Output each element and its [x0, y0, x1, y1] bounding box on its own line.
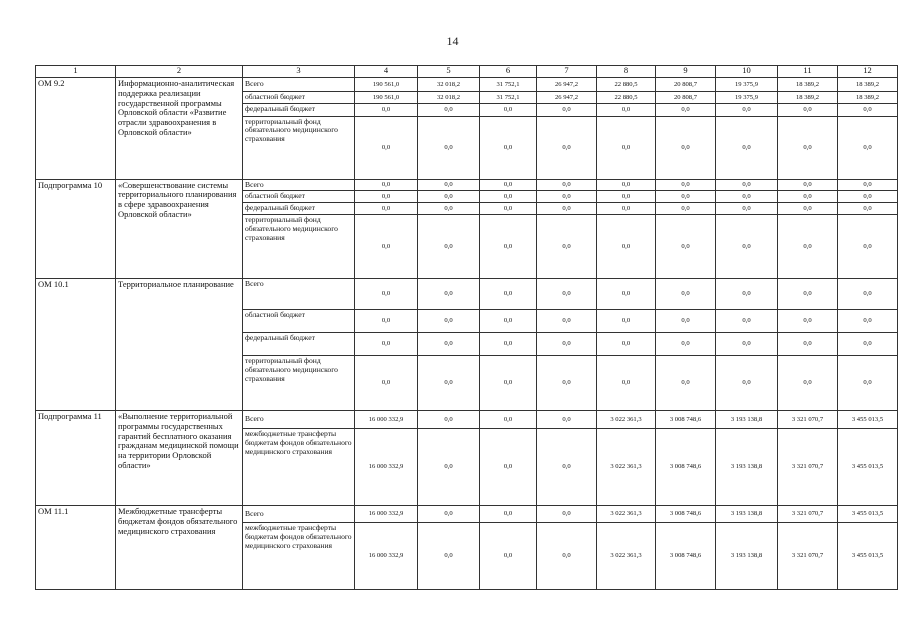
- value-cell: 0,0: [418, 215, 480, 279]
- value-cell: 0,0: [597, 279, 656, 310]
- value-cell: 0,0: [418, 333, 480, 356]
- table-row: [36, 78, 898, 92]
- value-cell: 0,0: [355, 103, 418, 116]
- header-cell: 12: [838, 66, 898, 78]
- value-cell: 3 008 748,6: [656, 411, 716, 429]
- value-cell: 0,0: [537, 215, 597, 279]
- value-cell: 0,0: [778, 116, 838, 179]
- value-cell: 0,0: [656, 333, 716, 356]
- value-cell: 0,0: [480, 429, 537, 506]
- header-cell: 2: [116, 66, 243, 78]
- value-cell: 0,0: [597, 215, 656, 279]
- value-cell: 0,0: [597, 356, 656, 411]
- value-cell: 0,0: [716, 356, 778, 411]
- value-cell: 0,0: [480, 215, 537, 279]
- value-cell: 0,0: [716, 333, 778, 356]
- table-row: [36, 506, 898, 523]
- value-cell: 0,0: [480, 116, 537, 179]
- value-cell: 0,0: [597, 116, 656, 179]
- value-cell: 0,0: [838, 310, 898, 333]
- funding-source-cell: Всего: [243, 78, 355, 92]
- value-cell: 3 008 748,6: [656, 429, 716, 506]
- value-cell: 0,0: [480, 523, 537, 590]
- table-row: [36, 279, 898, 310]
- row-name-cell: Территориальное планирование: [116, 279, 243, 411]
- funding-source-cell: межбюджетные трансферты бюджетам фондов обязательного медицинского страхования: [243, 429, 355, 506]
- value-cell: 0,0: [838, 279, 898, 310]
- value-cell: 0,0: [716, 103, 778, 116]
- funding-source-cell: федеральный бюджет: [243, 203, 355, 215]
- value-cell: 0,0: [716, 310, 778, 333]
- value-cell: 0,0: [778, 203, 838, 215]
- value-cell: 0,0: [480, 203, 537, 215]
- value-cell: 3 321 070,7: [778, 429, 838, 506]
- value-cell: 16 000 332,9: [355, 411, 418, 429]
- value-cell: 0,0: [418, 429, 480, 506]
- value-cell: 0,0: [418, 179, 480, 191]
- value-cell: 0,0: [418, 411, 480, 429]
- value-cell: 20 808,7: [656, 78, 716, 92]
- value-cell: 22 880,5: [597, 92, 656, 104]
- value-cell: 0,0: [656, 116, 716, 179]
- value-cell: 3 193 138,8: [716, 411, 778, 429]
- table-row: [36, 179, 898, 191]
- value-cell: 3 193 138,8: [716, 523, 778, 590]
- value-cell: 190 561,0: [355, 92, 418, 104]
- value-cell: 0,0: [778, 333, 838, 356]
- value-cell: 0,0: [597, 333, 656, 356]
- funding-source-cell: Всего: [243, 279, 355, 310]
- value-cell: 0,0: [355, 203, 418, 215]
- value-cell: 0,0: [838, 191, 898, 203]
- value-cell: 0,0: [656, 310, 716, 333]
- funding-source-cell: областной бюджет: [243, 191, 355, 203]
- funding-table: [35, 65, 898, 590]
- value-cell: 0,0: [537, 179, 597, 191]
- value-cell: 0,0: [597, 203, 656, 215]
- value-cell: 26 947,2: [537, 78, 597, 92]
- value-cell: 0,0: [778, 179, 838, 191]
- value-cell: 0,0: [597, 179, 656, 191]
- value-cell: 0,0: [480, 279, 537, 310]
- funding-source-cell: федеральный бюджет: [243, 103, 355, 116]
- value-cell: 16 000 332,9: [355, 523, 418, 590]
- value-cell: 0,0: [418, 310, 480, 333]
- value-cell: 32 018,2: [418, 78, 480, 92]
- table-row: [36, 411, 898, 429]
- value-cell: 0,0: [480, 506, 537, 523]
- value-cell: 0,0: [355, 191, 418, 203]
- header-cell: 3: [243, 66, 355, 78]
- value-cell: 0,0: [537, 429, 597, 506]
- value-cell: 0,0: [418, 523, 480, 590]
- row-code-cell: ОМ 10.1: [36, 279, 116, 411]
- value-cell: 0,0: [716, 203, 778, 215]
- value-cell: 32 018,2: [418, 92, 480, 104]
- value-cell: 3 455 013,5: [838, 429, 898, 506]
- row-code-cell: ОМ 11.1: [36, 506, 116, 590]
- value-cell: 0,0: [716, 215, 778, 279]
- value-cell: 0,0: [355, 116, 418, 179]
- header-cell: 10: [716, 66, 778, 78]
- value-cell: 3 455 013,5: [838, 506, 898, 523]
- value-cell: 16 000 332,9: [355, 506, 418, 523]
- value-cell: 16 000 332,9: [355, 429, 418, 506]
- header-cell: 5: [418, 66, 480, 78]
- value-cell: 0,0: [355, 333, 418, 356]
- value-cell: 3 321 070,7: [778, 523, 838, 590]
- value-cell: 0,0: [838, 203, 898, 215]
- value-cell: 0,0: [480, 191, 537, 203]
- value-cell: 0,0: [418, 191, 480, 203]
- value-cell: 0,0: [838, 333, 898, 356]
- value-cell: 0,0: [480, 310, 537, 333]
- funding-source-cell: Всего: [243, 506, 355, 523]
- value-cell: 0,0: [716, 116, 778, 179]
- value-cell: 0,0: [418, 116, 480, 179]
- value-cell: 18 389,2: [778, 78, 838, 92]
- value-cell: 3 455 013,5: [838, 411, 898, 429]
- value-cell: 0,0: [355, 279, 418, 310]
- value-cell: 0,0: [537, 103, 597, 116]
- funding-source-cell: межбюджетные трансферты бюджетам фондов обязательного медицинского страхования: [243, 523, 355, 590]
- value-cell: 0,0: [537, 506, 597, 523]
- header-cell: 8: [597, 66, 656, 78]
- value-cell: 0,0: [480, 356, 537, 411]
- value-cell: 18 389,2: [838, 92, 898, 104]
- value-cell: 3 193 138,8: [716, 429, 778, 506]
- value-cell: 3 022 361,3: [597, 506, 656, 523]
- value-cell: 26 947,2: [537, 92, 597, 104]
- value-cell: 0,0: [778, 215, 838, 279]
- value-cell: 0,0: [537, 191, 597, 203]
- value-cell: 0,0: [418, 103, 480, 116]
- value-cell: 0,0: [838, 356, 898, 411]
- value-cell: 0,0: [537, 411, 597, 429]
- value-cell: 0,0: [838, 116, 898, 179]
- value-cell: 0,0: [537, 356, 597, 411]
- value-cell: 0,0: [537, 279, 597, 310]
- funding-source-cell: территориальный фонд обязательного медицинского страхования: [243, 116, 355, 179]
- value-cell: 0,0: [480, 333, 537, 356]
- value-cell: 0,0: [656, 103, 716, 116]
- value-cell: 3 008 748,6: [656, 523, 716, 590]
- value-cell: 0,0: [537, 310, 597, 333]
- funding-source-cell: Всего: [243, 179, 355, 191]
- value-cell: 0,0: [778, 103, 838, 116]
- page-number: 14: [446, 34, 459, 48]
- value-cell: 0,0: [597, 191, 656, 203]
- value-cell: 0,0: [716, 179, 778, 191]
- value-cell: 0,0: [656, 356, 716, 411]
- row-name-cell: «Выполнение территориальной программы государственных гарантий бесплатного оказания гражданам медицинской помощи на территории Орловской области»: [116, 411, 243, 506]
- value-cell: 0,0: [778, 191, 838, 203]
- document-sheet: [35, 65, 897, 590]
- value-cell: 3 321 070,7: [778, 411, 838, 429]
- value-cell: 31 752,1: [480, 92, 537, 104]
- value-cell: 0,0: [418, 356, 480, 411]
- funding-source-cell: Всего: [243, 411, 355, 429]
- value-cell: 0,0: [480, 411, 537, 429]
- row-name-cell: Информационно-аналитическая поддержка реализации государственной программы Орловской области «Развитие отрасли здравоохранения в Орловской области»: [116, 78, 243, 180]
- row-code-cell: Подпрограмма 10: [36, 179, 116, 278]
- header-cell: 9: [656, 66, 716, 78]
- value-cell: 22 880,5: [597, 78, 656, 92]
- value-cell: 3 193 138,8: [716, 506, 778, 523]
- value-cell: 0,0: [537, 116, 597, 179]
- value-cell: 31 752,1: [480, 78, 537, 92]
- value-cell: 0,0: [838, 103, 898, 116]
- value-cell: 3 008 748,6: [656, 506, 716, 523]
- value-cell: 0,0: [778, 310, 838, 333]
- value-cell: 0,0: [838, 215, 898, 279]
- row-code-cell: Подпрограмма 11: [36, 411, 116, 506]
- value-cell: 20 808,7: [656, 92, 716, 104]
- value-cell: 0,0: [418, 279, 480, 310]
- value-cell: 0,0: [656, 203, 716, 215]
- value-cell: 0,0: [656, 279, 716, 310]
- value-cell: 0,0: [355, 310, 418, 333]
- value-cell: 0,0: [656, 215, 716, 279]
- value-cell: 19 375,9: [716, 78, 778, 92]
- value-cell: 18 389,2: [778, 92, 838, 104]
- header-cell: 4: [355, 66, 418, 78]
- value-cell: 0,0: [656, 179, 716, 191]
- header-cell: 7: [537, 66, 597, 78]
- row-name-cell: «Совершенствование системы территориального планирования в сфере здравоохранения Орловской области»: [116, 179, 243, 278]
- value-cell: 3 455 013,5: [838, 523, 898, 590]
- value-cell: 190 561,0: [355, 78, 418, 92]
- value-cell: 0,0: [418, 203, 480, 215]
- value-cell: 0,0: [480, 179, 537, 191]
- value-cell: 0,0: [355, 356, 418, 411]
- value-cell: 19 375,9: [716, 92, 778, 104]
- row-name-cell: Межбюджетные трансферты бюджетам фондов обязательного медицинского страхования: [116, 506, 243, 590]
- value-cell: 0,0: [778, 279, 838, 310]
- header-cell: 6: [480, 66, 537, 78]
- funding-source-cell: территориальный фонд обязательного медицинского страхования: [243, 356, 355, 411]
- value-cell: 0,0: [716, 279, 778, 310]
- value-cell: 18 389,2: [838, 78, 898, 92]
- funding-source-cell: областной бюджет: [243, 310, 355, 333]
- funding-source-cell: федеральный бюджет: [243, 333, 355, 356]
- value-cell: 0,0: [597, 103, 656, 116]
- value-cell: 0,0: [355, 215, 418, 279]
- value-cell: 0,0: [597, 310, 656, 333]
- value-cell: 0,0: [537, 523, 597, 590]
- header-row: [36, 66, 898, 78]
- value-cell: 3 022 361,3: [597, 411, 656, 429]
- value-cell: 0,0: [778, 356, 838, 411]
- row-code-cell: ОМ 9.2: [36, 78, 116, 180]
- value-cell: 0,0: [537, 203, 597, 215]
- value-cell: 0,0: [480, 103, 537, 116]
- header-cell: 11: [778, 66, 838, 78]
- value-cell: 0,0: [418, 506, 480, 523]
- value-cell: 0,0: [537, 333, 597, 356]
- value-cell: 0,0: [656, 191, 716, 203]
- funding-source-cell: территориальный фонд обязательного медицинского страхования: [243, 215, 355, 279]
- value-cell: 0,0: [838, 179, 898, 191]
- value-cell: 3 022 361,3: [597, 429, 656, 506]
- header-cell: 1: [36, 66, 116, 78]
- value-cell: 0,0: [355, 179, 418, 191]
- value-cell: 3 321 070,7: [778, 506, 838, 523]
- funding-source-cell: областной бюджет: [243, 92, 355, 104]
- value-cell: 0,0: [716, 191, 778, 203]
- value-cell: 3 022 361,3: [597, 523, 656, 590]
